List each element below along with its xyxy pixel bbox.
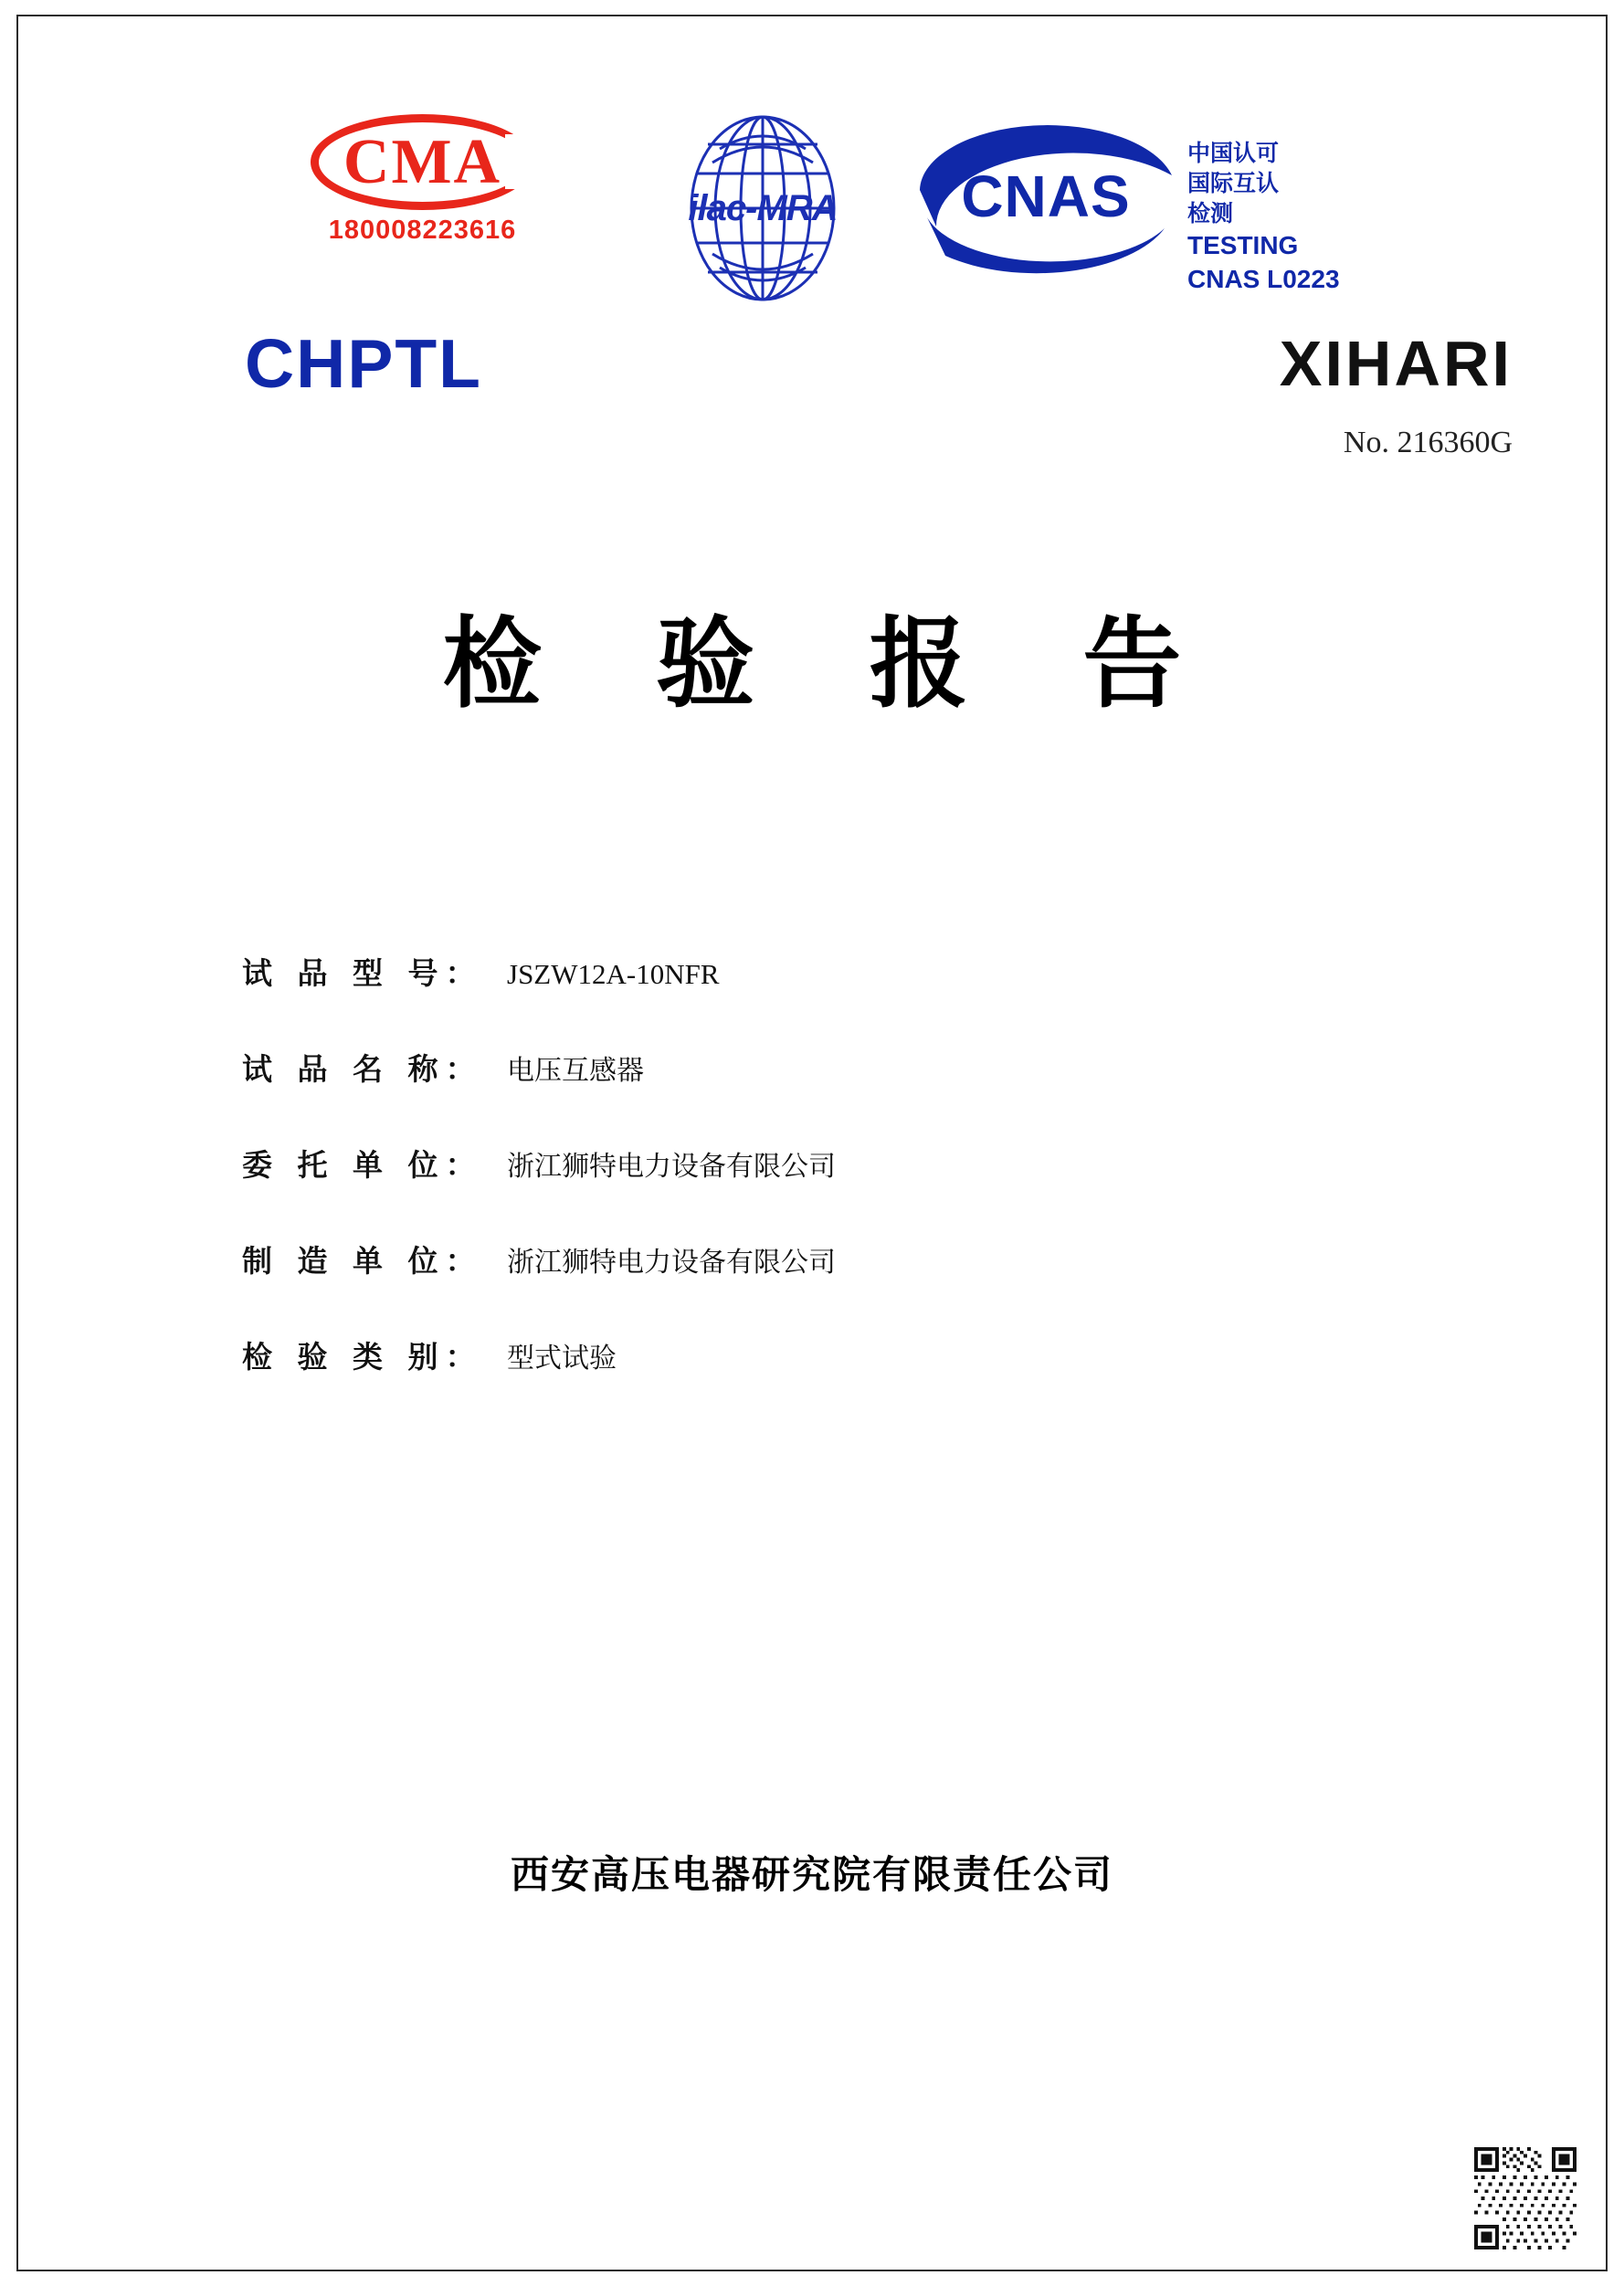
field-row [242,1333,1338,1376]
field-value-model: JSZW12A-10NFR [507,958,720,990]
specimen-info-fields [242,950,1338,1429]
cnas-line-1: 中国认可 [1187,141,1280,166]
field-value-name: 电压互感器 [507,1055,644,1087]
field-row [242,1046,1338,1089]
cnas-line-2: 国际互认 [1187,171,1280,196]
accreditation-logo-band [0,64,1624,293]
chptl-logo-text: CHPTL [245,325,482,402]
ilac-mra-logo [639,108,886,309]
issuing-organization: 西安高压电器研究院有限责任公司 [510,1852,1113,1897]
cma-hotline-number: 180008223616 [328,216,517,245]
cma-logo [301,114,543,246]
qr-code-icon [1474,2147,1577,2249]
cma-mark-icon [311,114,534,210]
field-row [242,1238,1338,1280]
field-value-manufacturer: 浙江狮特电力设备有限公司 [507,1247,836,1279]
xihari-logo-text: XIHARI [1279,328,1513,399]
cnas-line-4: TESTING [1187,231,1299,259]
ilac-mra-label: ilac-MRA [688,188,838,228]
report-number: No. 216360G [1343,426,1513,459]
cnas-line-5: CNAS L0223 [1187,264,1340,293]
field-row [242,1142,1338,1185]
field-label-client: 委 托 单 位： [242,1147,483,1183]
page-title: 检 验 报 告 [442,607,1222,722]
cma-letters: CMA [343,127,502,197]
cnas-label: CNAS [961,163,1131,229]
field-label-model: 试 品 型 号： [242,955,483,991]
field-row [242,950,1338,993]
field-value-client: 浙江狮特电力设备有限公司 [507,1151,836,1183]
cnas-accreditation-text [1187,139,1340,297]
field-label-name: 试 品 名 称： [242,1051,483,1087]
cnas-logo [909,119,1183,274]
cnas-line-3: 检测 [1187,201,1234,226]
field-label-manufacturer: 制 造 单 位： [242,1243,483,1279]
field-value-test-type: 型式试验 [507,1343,617,1375]
field-label-test-type: 检 验 类 别： [242,1339,483,1375]
